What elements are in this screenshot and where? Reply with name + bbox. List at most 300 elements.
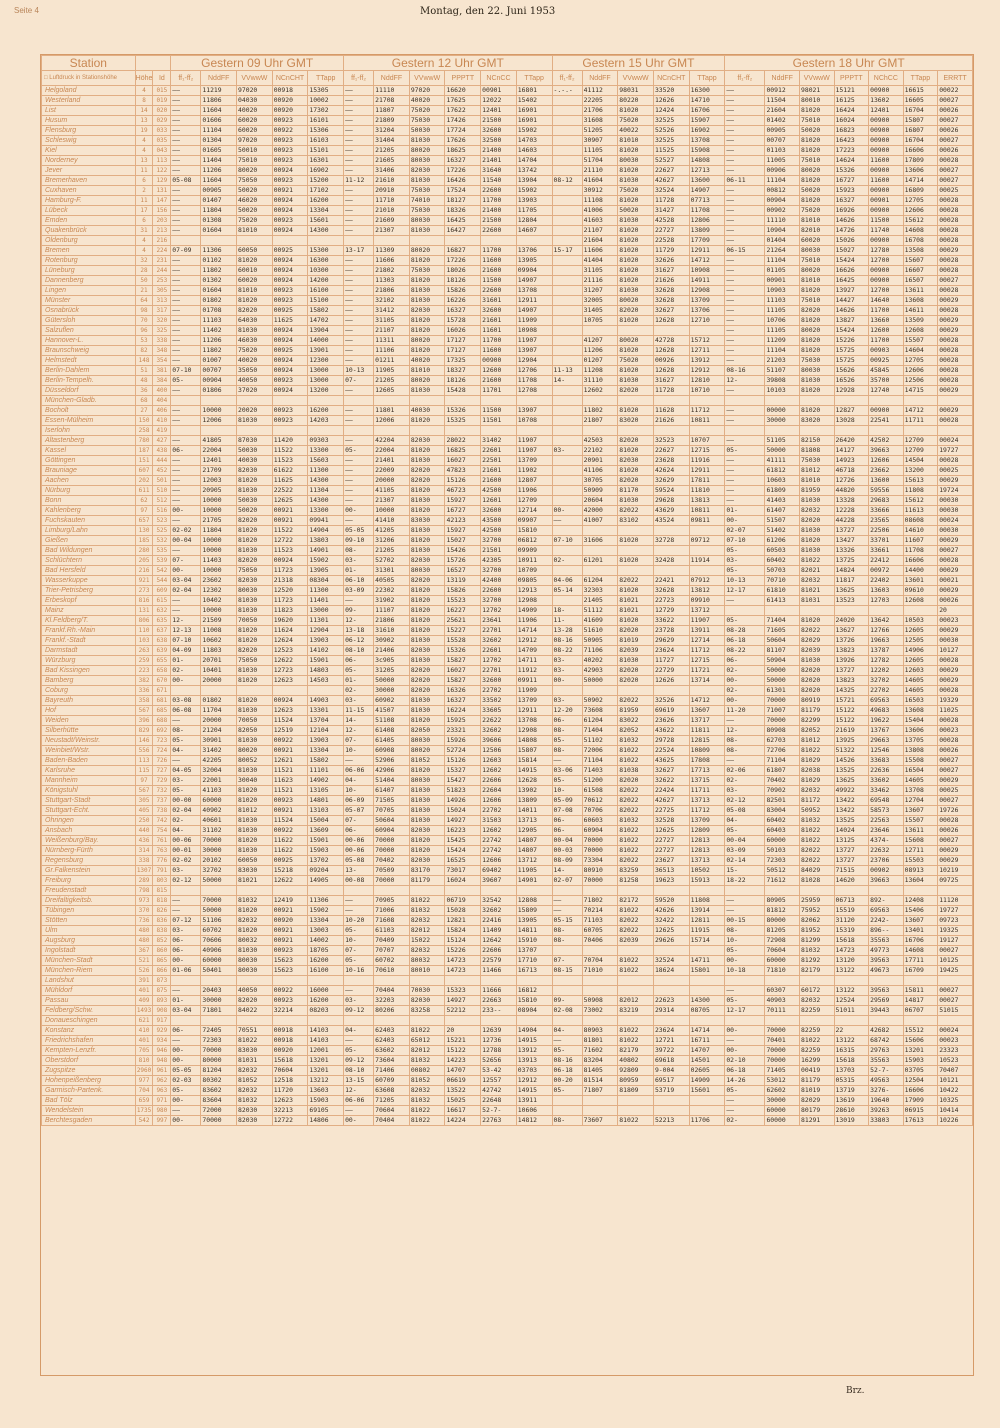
observation-cell: 10503	[903, 616, 938, 626]
observation-cell: ——	[171, 436, 201, 446]
observation-cell: 02-04	[171, 586, 201, 596]
observation-cell: 18-	[552, 606, 582, 616]
observation-cell: 31105	[374, 316, 410, 326]
observation-cell: 12546	[869, 746, 904, 756]
observation-cell: 16300	[689, 86, 725, 96]
station-id: 688	[153, 716, 171, 726]
observation-cell: 81022	[618, 836, 654, 846]
observation-cell: 12606	[903, 366, 938, 376]
observation-cell: 33622	[653, 616, 689, 626]
station-id: 980	[153, 1106, 171, 1116]
observation-cell	[552, 166, 582, 176]
station-id: 129	[153, 176, 171, 186]
observation-cell: 05-	[344, 446, 374, 456]
observation-cell: 15326	[834, 166, 869, 176]
observation-cell: 11604	[201, 106, 237, 116]
observation-cell: 05-14	[552, 586, 582, 596]
observation-cell: 70000	[374, 876, 410, 886]
observation-cell: 11600	[869, 176, 904, 186]
observation-cell: 32728	[653, 536, 689, 546]
observation-cell: 61812	[765, 466, 800, 476]
observation-cell: 00900	[869, 116, 904, 126]
observation-cell: 80179	[800, 1106, 835, 1116]
observation-cell: 81170	[618, 486, 654, 496]
observation-cell: 83102	[618, 516, 654, 526]
observation-cell: 16709	[903, 966, 938, 976]
observation-cell: 13611	[903, 286, 938, 296]
observation-cell: 31102	[201, 826, 237, 836]
observation-cell: 83258	[409, 1006, 445, 1016]
observation-cell: ——	[171, 286, 201, 296]
observation-cell	[618, 1016, 654, 1026]
station-name: Bad Kissingen	[42, 666, 136, 676]
observation-cell: 73607	[582, 1116, 618, 1126]
observation-cell	[689, 1016, 725, 1026]
observation-cell: 70705	[374, 806, 410, 816]
observation-cell: 10602	[201, 636, 237, 646]
station-name: Fuchskauten	[42, 516, 136, 526]
station-name: Hohenpeißenberg	[42, 1076, 136, 1086]
observation-cell: ——	[725, 96, 765, 106]
observation-cell: 12726	[834, 476, 869, 486]
table-row	[42, 1076, 973, 1086]
observation-cell: 32627	[653, 766, 689, 776]
observation-cell: 13708	[903, 786, 938, 796]
observation-cell: 14608	[903, 226, 938, 236]
observation-cell: 75020	[618, 356, 654, 366]
observation-cell: 03-	[344, 696, 374, 706]
observation-cell: 82050	[409, 726, 445, 736]
observation-cell: 50908	[582, 996, 618, 1006]
observation-cell: 81032	[237, 1096, 273, 1106]
station-id: 019	[153, 96, 171, 106]
observation-cell	[552, 256, 582, 266]
station-name: Flensburg	[42, 126, 136, 136]
observation-cell: 81020	[618, 366, 654, 376]
observation-cell: 00028	[938, 456, 973, 466]
observation-cell: 30912	[582, 186, 618, 196]
observation-cell: 11808	[903, 486, 938, 496]
observation-cell: 32602	[481, 726, 517, 736]
observation-cell: 11104	[765, 256, 800, 266]
observation-cell: 11-12	[344, 176, 374, 186]
observation-cell: 81030	[237, 946, 273, 956]
observation-cell: ——	[171, 146, 201, 156]
observation-cell: 80220	[618, 96, 654, 106]
observation-cell: 61810	[765, 586, 800, 596]
observation-cell: 18326	[445, 206, 481, 216]
observation-cell: 81029	[800, 756, 835, 766]
station-name: München-Riem	[42, 966, 136, 976]
observation-cell: 51107	[765, 366, 800, 376]
observation-cell: 26420	[834, 436, 869, 446]
table-row	[42, 786, 973, 796]
station-id: 635	[153, 616, 171, 626]
observation-cell: 15923	[834, 186, 869, 196]
observation-cell: 13301	[308, 706, 344, 716]
observation-cell: 71205	[374, 1096, 410, 1106]
station-name: Westerland	[42, 96, 136, 106]
observation-cell: 12602	[481, 826, 517, 836]
station-height: 36	[135, 386, 153, 396]
observation-cell: 16101	[308, 116, 344, 126]
station-name: Göttingen	[42, 456, 136, 466]
observation-cell: 81952	[800, 926, 835, 936]
observation-cell: 71405	[765, 1066, 800, 1076]
observation-cell: 82020	[618, 386, 654, 396]
observation-cell: 81020	[618, 166, 654, 176]
observation-cell: 11304	[308, 486, 344, 496]
station-id: 348	[153, 346, 171, 356]
observation-cell: 11711	[689, 786, 725, 796]
observation-cell: 00923	[272, 216, 308, 226]
observation-cell	[201, 886, 237, 896]
observation-cell: 31627	[653, 376, 689, 386]
observation-cell: 03-	[171, 926, 201, 936]
observation-cell: 21806	[374, 616, 410, 626]
station-name: Nürnberg-Fürth	[42, 846, 136, 856]
observation-cell	[552, 986, 582, 996]
observation-cell	[374, 426, 410, 436]
observation-cell: 21110	[582, 166, 618, 176]
observation-cell: 00025	[938, 186, 973, 196]
observation-cell: 00029	[938, 676, 973, 686]
observation-cell	[552, 1096, 582, 1106]
observation-cell: ——	[344, 216, 374, 226]
observation-cell: 40505	[374, 576, 410, 586]
observation-cell: 05-	[171, 376, 201, 386]
observation-cell: 08-28	[725, 626, 765, 636]
observation-cell: 04-	[171, 746, 201, 756]
station-id: 305	[153, 286, 171, 296]
observation-cell: 21205	[374, 376, 410, 386]
station-height: 621	[135, 1016, 153, 1026]
observation-cell: 04-	[725, 816, 765, 826]
observation-cell: 15807	[516, 746, 552, 756]
observation-cell	[552, 396, 582, 406]
observation-cell	[516, 1016, 552, 1026]
station-name: Lingen	[42, 286, 136, 296]
observation-cell: 07-10	[171, 366, 201, 376]
station-id: 501	[153, 476, 171, 486]
observation-cell: 35050	[237, 366, 273, 376]
station-name: Dannenberg	[42, 276, 136, 286]
observation-cell: ——	[344, 196, 374, 206]
observation-cell: 00029	[938, 846, 973, 856]
observation-cell: 52906	[374, 756, 410, 766]
observation-cell: 12-	[171, 616, 201, 626]
observation-cell: ——	[171, 96, 201, 106]
observation-cell: 20	[938, 606, 973, 616]
observation-cell: 15811	[903, 986, 938, 996]
station-id: 203	[153, 216, 171, 226]
observation-cell: 16125	[834, 96, 869, 106]
observation-cell: 81020	[409, 766, 445, 776]
observation-cell: 42500	[481, 526, 517, 536]
observation-cell: 81020	[409, 416, 445, 426]
observation-cell: 32525	[653, 116, 689, 126]
observation-cell: 39563	[869, 986, 904, 996]
observation-cell: 10911	[516, 556, 552, 566]
observation-cell: 80302	[201, 1076, 237, 1086]
observation-cell: 70406	[582, 936, 618, 946]
observation-cell: 12605	[374, 386, 410, 396]
observation-cell: 15623	[272, 956, 308, 966]
observation-cell: 29314	[653, 1006, 689, 1016]
observation-cell	[618, 886, 654, 896]
observation-cell: 3276-	[869, 1086, 904, 1096]
observation-cell: 35563	[869, 936, 904, 946]
observation-cell: 00029	[938, 666, 973, 676]
observation-cell: 15824	[445, 926, 481, 936]
observation-cell: 82030	[409, 646, 445, 656]
station-id: 020	[153, 106, 171, 116]
observation-cell: 21204	[201, 726, 237, 736]
station-id: 525	[153, 526, 171, 536]
observation-cell: 22623	[653, 996, 689, 1006]
observation-cell: 80030	[237, 586, 273, 596]
observation-cell: 52-7-	[481, 1106, 517, 1116]
observation-cell: 06-	[552, 716, 582, 726]
observation-cell: 70402	[765, 776, 800, 786]
observation-cell: 01304	[201, 136, 237, 146]
observation-cell	[689, 1096, 725, 1106]
observation-cell: 75050	[237, 566, 273, 576]
observation-cell: 80903	[582, 1026, 618, 1036]
observation-cell: 00028	[938, 336, 973, 346]
observation-cell: 22004	[374, 446, 410, 456]
observation-cell: 00-	[552, 506, 582, 516]
table-row	[42, 346, 973, 356]
station-height: 148	[135, 356, 153, 366]
observation-cell: 11409	[481, 926, 517, 936]
station-name: Rotenburg	[42, 256, 136, 266]
table-row	[42, 996, 973, 1006]
observation-cell: 00027	[938, 756, 973, 766]
observation-cell: 81012	[800, 736, 835, 746]
observation-cell: 71404	[765, 616, 800, 626]
observation-cell	[765, 1016, 800, 1026]
observation-cell: 46020	[237, 196, 273, 206]
observation-cell: 40906	[201, 946, 237, 956]
observation-cell: 70707	[374, 946, 410, 956]
observation-cell: 13607	[903, 916, 938, 926]
observation-cell: 81020	[618, 536, 654, 546]
observation-cell: 11206	[201, 166, 237, 176]
observation-cell: 22701	[481, 666, 517, 676]
observation-cell: 15903	[903, 1056, 938, 1066]
observation-cell: ——	[725, 716, 765, 726]
observation-cell: 60402	[765, 556, 800, 566]
observation-cell: 15025	[445, 1096, 481, 1106]
observation-cell: ——	[344, 406, 374, 416]
observation-cell: 08-10	[344, 1066, 374, 1076]
station-name: Gr.Falkenstein	[42, 866, 136, 876]
observation-cell: 20701	[201, 656, 237, 666]
observation-cell: 03-08	[171, 696, 201, 706]
table-row	[42, 606, 973, 616]
observation-cell: 12506	[903, 376, 938, 386]
observation-cell: 75030	[800, 456, 835, 466]
observation-cell: 13912	[516, 1046, 552, 1056]
observation-cell: 80030	[409, 216, 445, 226]
observation-cell: 00900	[869, 236, 904, 246]
observation-cell: 12904	[516, 356, 552, 366]
observation-cell: 70604	[374, 1106, 410, 1116]
observation-cell: 21601	[481, 316, 517, 326]
station-height: 736	[135, 916, 153, 926]
observation-cell: 00-	[171, 1056, 201, 1066]
observation-cell: 16200	[308, 956, 344, 966]
table-row	[42, 816, 973, 826]
observation-cell: 12506	[481, 746, 517, 756]
observation-cell: 40202	[582, 656, 618, 666]
observation-cell: 12608	[903, 326, 938, 336]
observation-cell: 31601	[481, 296, 517, 306]
observation-cell: 00923	[272, 176, 308, 186]
observation-cell: 00028	[938, 216, 973, 226]
table-row	[42, 746, 973, 756]
observation-cell: 00027	[938, 946, 973, 956]
station-name: Würzburg	[42, 656, 136, 666]
observation-cell	[903, 606, 938, 616]
observation-cell: 50000	[765, 666, 800, 676]
observation-cell: 12602	[582, 386, 618, 396]
observation-cell: 50000	[374, 676, 410, 686]
observation-cell: ——	[725, 116, 765, 126]
station-id: 852	[153, 936, 171, 946]
observation-cell: 21610	[374, 176, 410, 186]
observation-cell: 17709	[689, 236, 725, 246]
observation-cell: 04-	[171, 826, 201, 836]
observation-cell: 60020	[237, 276, 273, 286]
station-id: 723	[153, 736, 171, 746]
observation-cell: 02-12	[171, 876, 201, 886]
observation-cell: 12709	[516, 496, 552, 506]
observation-cell: 22663	[481, 996, 517, 1006]
observation-cell: 11803	[201, 646, 237, 656]
station-id: 860	[153, 946, 171, 956]
observation-cell: 75020	[409, 106, 445, 116]
observation-cell: 40020	[409, 356, 445, 366]
observation-cell: 00900	[869, 126, 904, 136]
observation-cell: 80020	[409, 376, 445, 386]
observation-cell: 82039	[618, 936, 654, 946]
observation-cell: 40022	[618, 126, 654, 136]
observation-cell: 00027	[938, 836, 973, 846]
page-corner-label: Seite 4	[14, 6, 39, 15]
observation-cell	[201, 686, 237, 696]
observation-cell: 81020	[409, 346, 445, 356]
observation-cell: 31608	[582, 116, 618, 126]
observation-cell: 81019	[800, 1086, 835, 1096]
observation-cell: 11622	[272, 836, 308, 846]
observation-cell: 32622	[653, 776, 689, 786]
observation-cell: 81030	[237, 486, 273, 496]
station-height: 410	[135, 1026, 153, 1036]
observation-cell: 60702	[374, 956, 410, 966]
observation-cell: 41103	[201, 786, 237, 796]
station-id: 535	[153, 546, 171, 556]
observation-cell: ——	[725, 226, 765, 236]
observation-cell	[653, 1096, 689, 1106]
observation-cell: 00-	[725, 1026, 765, 1036]
observation-cell: 13522	[445, 1086, 481, 1096]
observation-cell: 11729	[653, 246, 689, 256]
station-height: 223	[135, 666, 153, 676]
observation-cell: 43625	[653, 756, 689, 766]
observation-cell: 60908	[374, 746, 410, 756]
observation-cell	[445, 886, 481, 896]
table-row	[42, 176, 973, 186]
observation-cell: 10-	[725, 936, 765, 946]
station-id: 815	[153, 886, 171, 896]
observation-cell: 32600	[481, 676, 517, 686]
station-id: 963	[153, 1086, 171, 1096]
observation-cell: 82299	[800, 716, 835, 726]
station-name: Bonn	[42, 496, 136, 506]
observation-cell: 11804	[201, 206, 237, 216]
observation-cell: 19727	[938, 906, 973, 916]
observation-cell	[725, 606, 765, 616]
observation-cell: 13028	[834, 416, 869, 426]
observation-cell: 82259	[800, 1006, 835, 1016]
observation-cell: 16299	[800, 1056, 835, 1066]
observation-cell: 08-16	[552, 636, 582, 646]
station-height: 657	[135, 516, 153, 526]
station-height: 4	[135, 86, 153, 96]
observation-cell: 69563	[869, 906, 904, 916]
observation-cell: 81020	[618, 106, 654, 116]
station-name: Weinbiet/Wstr.	[42, 746, 136, 756]
observation-cell	[618, 1106, 654, 1116]
observation-cell	[552, 686, 582, 696]
observation-cell: 00026	[938, 746, 973, 756]
observation-cell: 81032	[618, 816, 654, 826]
observation-cell: 15022	[409, 936, 445, 946]
table-row	[42, 376, 973, 386]
observation-cell: 16223	[445, 826, 481, 836]
observation-cell: 11103	[765, 296, 800, 306]
observation-cell: 60020	[237, 126, 273, 136]
observation-cell: 12300	[308, 356, 344, 366]
observation-cell	[552, 186, 582, 196]
observation-cell: 00028	[938, 816, 973, 826]
observation-cell: 14909	[516, 606, 552, 616]
observation-cell: 81012	[237, 806, 273, 816]
observation-cell: 13823	[834, 676, 869, 686]
observation-cell: 12628	[653, 366, 689, 376]
observation-cell: 80020	[800, 166, 835, 176]
observation-cell: 16315	[834, 1046, 869, 1056]
observation-cell	[618, 986, 654, 996]
observation-cell: 12912	[689, 366, 725, 376]
station-height: 187	[135, 446, 153, 456]
station-name: Salzuflen	[42, 326, 136, 336]
observation-cell: 00028	[938, 366, 973, 376]
observation-cell: 15507	[903, 816, 938, 826]
observation-cell: 40902	[201, 806, 237, 816]
observation-cell: 82259	[800, 1046, 835, 1056]
observation-cell: 22001	[201, 776, 237, 786]
observation-cell: 21600	[481, 476, 517, 486]
observation-cell: 14906	[903, 646, 938, 656]
observation-cell: 19325	[938, 926, 973, 936]
subheader-09-1: NddFF	[201, 71, 237, 86]
observation-cell: 13600	[869, 476, 904, 486]
observation-cell: 82032	[409, 1086, 445, 1096]
observation-cell: 80020	[409, 336, 445, 346]
